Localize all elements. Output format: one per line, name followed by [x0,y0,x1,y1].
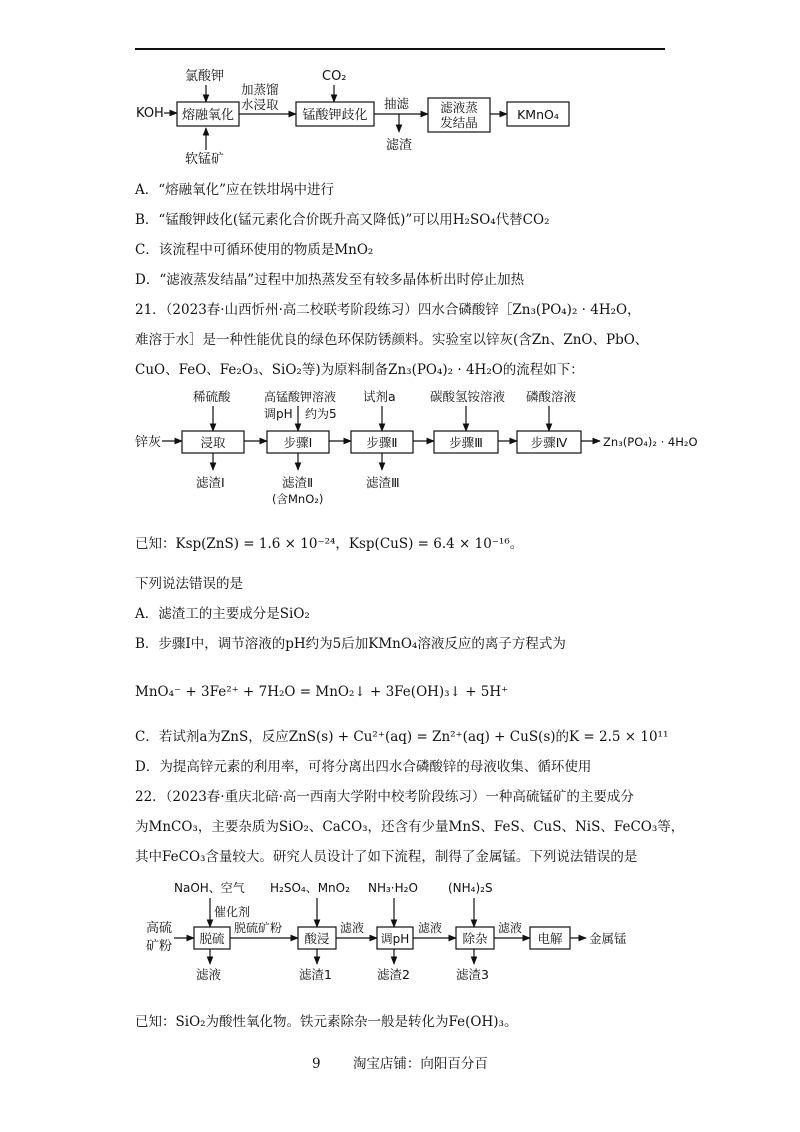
q20-option-a: A．“熔融氧化”应在铁坩埚中进行 [135,182,335,198]
q21-option-b: B．步骤Ⅰ中，调节溶液的pH约为5后加KMnO₄溶液反应的离子方程式为 [135,636,566,652]
flow3-out-1: 滤液 [196,967,222,982]
flow3-start-2: 矿粉 [146,939,173,954]
flow1-box3b: 发结晶 [440,115,478,130]
flow3-b5: 电解 [537,931,563,946]
q22-line-2: 为MnCO₃，主要杂质为SiO₂、CaCO₃，还含有少量MnS、FeS、CuS、NiS、FeCO₃等， [135,819,685,835]
q21-stem: 下列说法错误的是 [135,576,243,592]
flow3-out-2: 滤渣1 [299,967,332,982]
flow2-reagent-2c: 约为5 [305,407,337,421]
q21-line-1: 21．（2023春·山西忻州·高二校联考阶段练习）四水合磷酸锌［Zn₃(PO₄)₂ · 4H₂O， [135,302,641,318]
q21-option-d: D．为提高锌元素的利用率，可将分离出四水合磷酸锌的母液收集、循环使用 [135,759,592,775]
flow3-reagent-3: NH₃·H₂O [368,881,418,895]
page-number: 9 [312,1056,321,1072]
shop-name: 淘宝店铺：向阳百分百 [352,1056,488,1072]
q21-equation: MnO₄⁻ + 3Fe²⁺ + 7H₂O = MnO₂↓ + 3Fe(OH)₃↓ + 5H⁺ [135,684,509,700]
flow3-b2: 酸浸 [304,931,330,946]
flow3-mid-4: 滤液 [498,921,523,935]
flow3-product: 金属锰 [589,931,627,946]
flow3-reagent-2: H₂SO₄、MnO₂ [270,881,350,895]
q21-line-3: CuO、FeO、Fe₂O₃、SiO₂等)为原料制备Zn₃(PO₄)₂ · 4H₂O的流程如下： [135,362,584,378]
flow2-residue-3: 滤渣Ⅲ [366,475,400,490]
flow1-step-a2: 水浸取 [241,97,279,112]
flow1-co2: CO₂ [322,69,347,84]
q21-line-2: 难溶于水］是一种性能优良的绿色环保防锈颜料。实验室以锌灰(含Zn、ZnO、PbO、 [135,332,649,348]
flow2-reagent-2a: 高锰酸钾溶液 [264,390,337,404]
flow1-box2-label: 锰酸钾歧化 [302,108,368,123]
flow3-b3: 调pH [380,932,410,946]
q20-option-b: B．“锰酸钾歧化(锰元素化合价既升高又降低)”可以用H₂SO₄代替CO₂ [135,212,550,228]
flow2-b3: 步骤Ⅱ [366,435,398,450]
flow1-ore: 软锰矿 [185,152,225,167]
flow3-out-3: 滤渣2 [377,967,410,982]
flow2-reagent-5: 磷酸溶液 [526,389,577,404]
q20-option-d: D．“滤液蒸发结晶”过程中加热蒸发至有较多晶体析出时停止加热 [135,272,525,288]
flow3-mid-2: 滤液 [340,921,365,935]
flow2-start: 锌灰 [135,435,162,450]
flow1-box4: KMnO₄ [517,107,559,122]
page-footer [0,1052,800,1072]
flow2-b4: 步骤Ⅲ [449,435,483,450]
flow1-residue: 滤渣 [386,138,413,153]
q22-known: 已知：SiO₂为酸性氧化物。铁元素除杂一般是转化为Fe(OH)₃。 [135,1014,518,1030]
flow3-mid-1: 脱硫矿粉 [234,921,283,935]
flow3-mid-3: 滤液 [418,921,443,935]
flow2-b2: 步骤Ⅰ [283,435,313,450]
flow2-residue-2: 滤渣Ⅱ [282,475,314,490]
q22-line-3: 其中FeCO₃含量较大。研究人员设计了如下流程，制得了金属锰。下列说法错误的是 [135,849,638,865]
flow3-reagent-4: (NH₄)₂S [448,881,493,895]
flow2-residue-2b: (含MnO₂) [272,492,324,506]
flow3-start-1: 高硫 [146,921,173,936]
flow1-box1-label: 熔融氧化 [181,108,235,123]
flow2-product: Zn₃(PO₄)₂ · 4H₂O [603,435,698,449]
flow2-b5: 步骤Ⅳ [530,435,568,450]
q20-option-c: C．该流程中可循环使用的物质是MnO₂ [135,242,374,258]
q21-known: 已知：Ksp(ZnS) = 1.6 × 10⁻²⁴，Ksp(CuS) = 6.4 × 10⁻¹⁶。 [135,536,524,552]
flow2-reagent-2b: 调pH [264,407,293,421]
flow2-reagent-4: 碳酸氢铵溶液 [430,389,506,404]
flow3-reagent-1: NaOH、空气 [174,881,245,895]
flow3-b1: 脱硫 [199,931,225,946]
flow1-step-a1: 加蒸馏 [241,82,279,97]
flow1-box3a: 滤液蒸 [440,100,478,115]
q21-option-a: A．滤渣工的主要成分是SiO₂ [135,606,310,622]
flow3-reagent-1b: 催化剂 [214,905,251,919]
flow2-reagent-3: 试剂a [363,389,396,404]
q21-option-c: C．若试剂a为ZnS，反应ZnS(s) + Cu²⁺(aq) = Zn²⁺(aq) + CuS(s)的K = 2.5 × 10¹¹ [135,729,669,745]
flow1-filter: 抽滤 [384,96,410,111]
flow2-residue-1: 滤渣Ⅰ [196,475,225,490]
flow3-b4: 除杂 [462,931,488,946]
flow2-reagent-1: 稀硫酸 [193,389,231,404]
flow1-kclo3: 氯酸钾 [185,69,225,84]
flow1-koh: KOH [136,106,164,121]
flow2-b1: 浸取 [200,435,226,450]
flow3-out-4: 滤渣3 [456,967,489,982]
q22-line-1: 22．（2023春·重庆北碚·高一西南大学附中校考阶段练习）一种高硫锰矿的主要成分 [135,789,634,805]
